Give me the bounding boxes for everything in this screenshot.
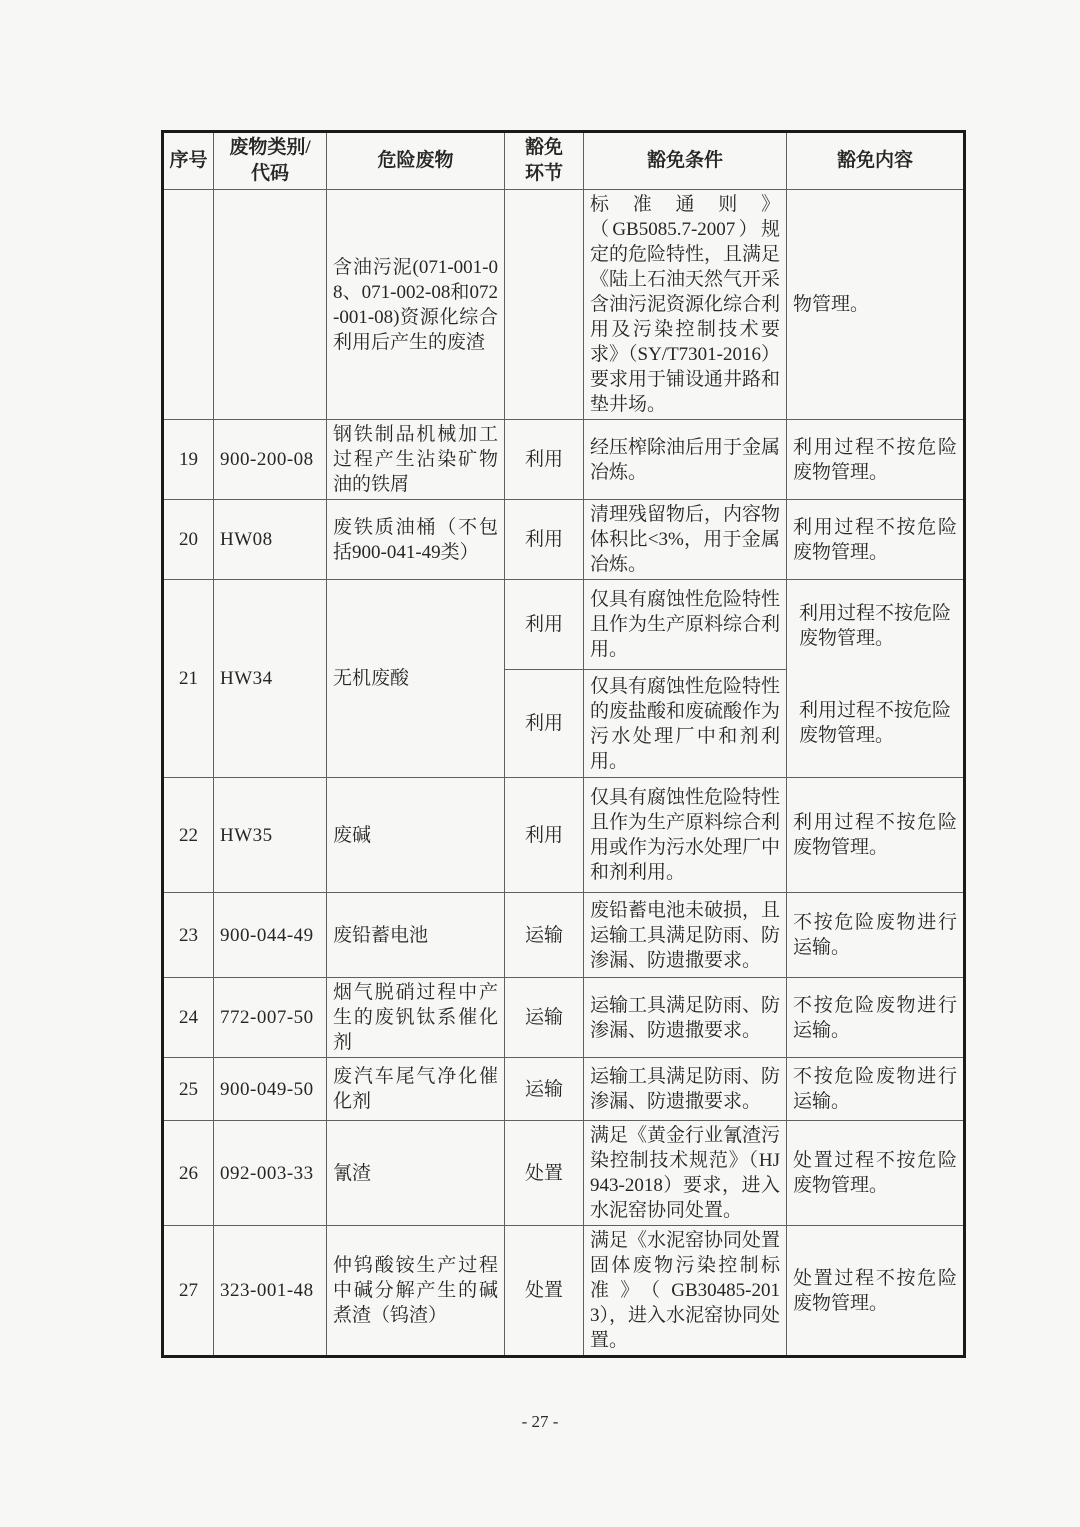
cell-condition: 清理残留物后，内容物体积比<3%，用于金属冶炼。 <box>584 500 787 580</box>
table-row-23 <box>163 893 965 978</box>
cell-no: 22 <box>163 778 214 893</box>
cell-no: 26 <box>163 1121 214 1226</box>
table-row-continuation <box>163 190 965 420</box>
cell-content: 处置过程不按危险废物管理。 <box>787 1121 965 1226</box>
cell-condition <box>584 190 787 420</box>
cell-content: 物管理。 <box>787 190 965 420</box>
cell-waste: 无机废酸 <box>327 580 505 778</box>
cell-condition: 废铅蓄电池未破损，且运输工具满足防雨、防渗漏、防遗撒要求。 <box>584 893 787 978</box>
cell-content: 处置过程不按危险废物管理。 <box>787 1226 965 1357</box>
header-cell-category <box>214 132 327 190</box>
cell-stage: 利用 <box>505 670 584 778</box>
cell-code: HW34 <box>214 580 327 778</box>
cell-stage <box>505 190 584 420</box>
cell-condition: 仅具有腐蚀性危险特性的废盐酸和废硫酸作为污水处理厂中和剂利用。 <box>584 670 787 778</box>
cell-code: HW35 <box>214 778 327 893</box>
cell-stage: 运输 <box>505 978 584 1058</box>
cell-content: 不按危险废物进行运输。 <box>787 893 965 978</box>
cell-waste: 仲钨酸铵生产过程中碱分解产生的碱煮渣（钨渣） <box>327 1226 505 1357</box>
cell-waste: 废铁质油桶（不包括900-041-49类） <box>327 500 505 580</box>
cell-stage: 利用 <box>505 580 584 670</box>
table-row-22 <box>163 778 965 893</box>
cell-content: 利用过程不按危险废物管理。 <box>787 500 965 580</box>
cell-condition: 运输工具满足防雨、防渗漏、防遗撒要求。 <box>584 1058 787 1121</box>
cell-no: 25 <box>163 1058 214 1121</box>
table-row-19 <box>163 420 965 500</box>
cell-no: 24 <box>163 978 214 1058</box>
cell-waste: 废汽车尾气净化催化剂 <box>327 1058 505 1121</box>
cell-condition: 满足《黄金行业氰渣污染控制技术规范》（HJ943-2018）要求，进入水泥窑协同处置。 <box>584 1121 787 1226</box>
cell-waste: 烟气脱硝过程中产生的废钒钛系催化剂 <box>327 978 505 1058</box>
cell-stage: 利用 <box>505 778 584 893</box>
content-sub-1: 利用过程不按危险废物管理。 <box>799 603 952 649</box>
cell-waste: 氰渣 <box>327 1121 505 1226</box>
table-row-25 <box>163 1058 965 1121</box>
cell-no <box>163 190 214 420</box>
page-number: - 27 - <box>521 1412 559 1431</box>
cell-code: 900-200-08 <box>214 420 327 500</box>
cell-content-merged <box>787 580 965 778</box>
cell-no: 27 <box>163 1226 214 1357</box>
cell-stage: 处置 <box>505 1121 584 1226</box>
header-label-category-line1: 废物类别/ <box>229 137 311 158</box>
cell-code: 900-044-49 <box>214 893 327 978</box>
table-row-26 <box>163 1121 965 1226</box>
cell-condition: 仅具有腐蚀性危险特性且作为生产原料综合利用或作为污水处理厂中和剂利用。 <box>584 778 787 893</box>
condition-justified-lead: 标准通则》 <box>590 194 780 215</box>
header-label-category-line2: 代码 <box>250 163 289 184</box>
header-label-content: 豁免内容 <box>836 150 913 171</box>
cell-stage: 运输 <box>505 1058 584 1121</box>
cell-condition: 运输工具满足防雨、防渗漏、防遗撒要求。 <box>584 978 787 1058</box>
header-cell-no <box>163 132 214 190</box>
cell-stage: 利用 <box>505 500 584 580</box>
header-cell-stage <box>505 132 584 190</box>
cell-code: 092-003-33 <box>214 1121 327 1226</box>
exemption-table <box>161 130 966 1358</box>
cell-waste: 钢铁制品机械加工过程产生沾染矿物油的铁屑 <box>327 420 505 500</box>
cell-code: HW08 <box>214 500 327 580</box>
cell-stage: 利用 <box>505 420 584 500</box>
cell-content: 利用过程不按危险废物管理。 <box>787 420 965 500</box>
content-sub-2: 利用过程不按危险废物管理。 <box>799 699 952 746</box>
cell-condition: 经压榨除油后用于金属冶炼。 <box>584 420 787 500</box>
cell-condition: 仅具有腐蚀性危险特性且作为生产原料综合利用。 <box>584 580 787 670</box>
cell-condition: 满足《水泥窑协同处置固体废物污染控制标准》（GB30485-2013），进入水泥窑协同处置。 <box>584 1226 787 1357</box>
cell-content: 不按危险废物进行运输。 <box>787 978 965 1058</box>
header-label-stage-line2: 环节 <box>524 163 563 184</box>
cell-content: 利用过程不按危险废物管理。 <box>787 778 965 893</box>
cell-stage: 处置 <box>505 1226 584 1357</box>
header-label-waste: 危险废物 <box>377 150 454 171</box>
cell-waste: 废铅蓄电池 <box>327 893 505 978</box>
header-label-stage-line1: 豁免 <box>524 137 563 158</box>
cell-content: 不按危险废物进行运输。 <box>787 1058 965 1121</box>
header-label-no: 序号 <box>169 150 208 171</box>
header-cell-content <box>787 132 965 190</box>
header-row <box>163 132 965 190</box>
cell-code: 323-001-48 <box>214 1226 327 1357</box>
cell-waste: 废碱 <box>327 778 505 893</box>
header-cell-waste <box>327 132 505 190</box>
cell-code: 900-049-50 <box>214 1058 327 1121</box>
condition-rest: （GB5085.7-2007）规定的危险特性，且满足《陆上石油天然气开采含油污泥资源化综合利用及污染控制技术要求》（SY/T7301-2016）要求用于铺设通井路和垫井场。 <box>590 219 781 415</box>
table-row-21a <box>163 580 965 670</box>
header-cell-condition <box>584 132 787 190</box>
cell-code <box>214 190 327 420</box>
cell-code: 772-007-50 <box>214 978 327 1058</box>
cell-waste: 含油污泥(071-001-08、071-002-08和072-001-08)资源化综合利用后产生的废渣 <box>327 190 505 420</box>
cell-stage: 运输 <box>505 893 584 978</box>
table-row-20 <box>163 500 965 580</box>
table-row-24 <box>163 978 965 1058</box>
header-label-condition: 豁免条件 <box>646 150 723 171</box>
cell-no: 23 <box>163 893 214 978</box>
table-row-27 <box>163 1226 965 1357</box>
cell-no: 20 <box>163 500 214 580</box>
cell-no: 21 <box>163 580 214 778</box>
cell-no: 19 <box>163 420 214 500</box>
